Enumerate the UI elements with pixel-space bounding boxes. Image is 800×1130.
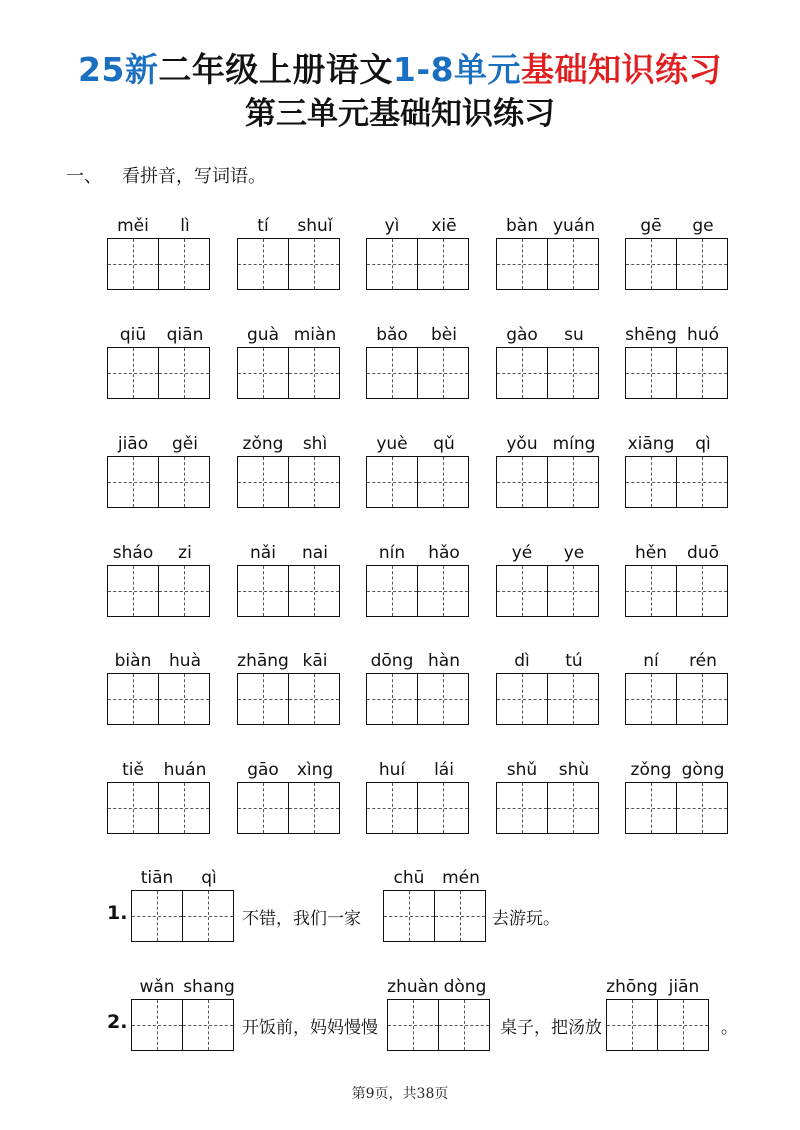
pinyin-syllable: dòng [443, 977, 487, 997]
tianzige-cell[interactable] [158, 238, 210, 290]
tianzige-cell[interactable] [434, 890, 486, 942]
pinyin [366, 651, 470, 673]
writing-boxes [237, 238, 341, 290]
tianzige-cell[interactable] [237, 347, 289, 399]
pinyin [625, 434, 729, 456]
tianzige-cell[interactable] [158, 673, 210, 725]
pinyin-syllable: ge [692, 216, 714, 236]
writing-boxes [625, 347, 729, 399]
tianzige-cell[interactable] [366, 456, 418, 508]
pinyin [387, 977, 491, 999]
writing-boxes [237, 456, 341, 508]
tianzige-cell[interactable] [496, 238, 548, 290]
pinyin [131, 977, 235, 999]
pinyin [107, 543, 211, 565]
pinyin [606, 977, 710, 999]
pinyin [366, 760, 470, 782]
writing-boxes [237, 347, 341, 399]
writing-boxes [496, 782, 600, 834]
writing-boxes [366, 238, 470, 290]
writing-boxes [131, 999, 235, 1051]
pinyin-syllable: huà [169, 651, 201, 671]
tianzige-cell[interactable] [237, 673, 289, 725]
tianzige-cell[interactable] [288, 238, 340, 290]
tianzige-cell[interactable] [676, 456, 728, 508]
pinyin-syllable: nai [302, 543, 328, 563]
pinyin [131, 868, 235, 890]
tianzige-cell[interactable] [547, 565, 599, 617]
tianzige-cell[interactable] [676, 782, 728, 834]
pinyin [237, 760, 341, 782]
tianzige-cell[interactable] [107, 782, 159, 834]
pinyin-syllable: zhuàn [387, 977, 439, 997]
writing-boxes [237, 673, 341, 725]
pinyin [237, 543, 341, 565]
pinyin-syllable: yuè [376, 434, 408, 454]
pinyin-syllable: gòng [681, 760, 725, 780]
tianzige-cell[interactable] [625, 238, 677, 290]
pinyin [237, 434, 341, 456]
pinyin-syllable: huí [378, 760, 406, 780]
tianzige-cell[interactable] [107, 238, 159, 290]
pinyin-syllable: biàn [114, 651, 152, 671]
writing-boxes [237, 565, 341, 617]
pinyin-syllable: zǒng [242, 434, 284, 454]
pinyin-syllable: su [564, 325, 584, 345]
tianzige-cell[interactable] [107, 673, 159, 725]
pinyin-syllable: shang [183, 977, 235, 997]
writing-boxes [383, 890, 487, 942]
pinyin [107, 216, 211, 238]
writing-boxes [387, 999, 491, 1051]
page-footer: 第9页，共38页 [351, 1086, 449, 1102]
pinyin-syllable: shù [558, 760, 590, 780]
writing-boxes [107, 347, 211, 399]
writing-boxes [496, 238, 600, 290]
tianzige-cell[interactable] [547, 238, 599, 290]
tianzige-cell[interactable] [158, 565, 210, 617]
pinyin-syllable: zǒng [630, 760, 672, 780]
pinyin [496, 434, 600, 456]
pinyin-syllable: xìng [296, 760, 334, 780]
writing-boxes [625, 673, 729, 725]
pinyin-syllable: zhāng [237, 651, 289, 671]
tianzige-cell[interactable] [657, 999, 709, 1051]
pinyin-syllable: shuǐ [297, 216, 333, 236]
pinyin-syllable: tiān [140, 868, 174, 888]
tianzige-cell[interactable] [237, 238, 289, 290]
pinyin-syllable: sháo [112, 543, 154, 563]
pinyin-syllable: mén [442, 868, 480, 888]
pinyin [107, 651, 211, 673]
tianzige-cell[interactable] [417, 673, 469, 725]
pinyin-syllable: hǎo [428, 543, 460, 563]
pinyin-syllable: xiē [431, 216, 457, 236]
tianzige-cell[interactable] [182, 890, 234, 942]
pinyin-syllable: dì [514, 651, 530, 671]
sentence-text: 桌子，把汤放 [500, 1018, 602, 1038]
pinyin-syllable: nǎi [250, 543, 276, 563]
writing-boxes [366, 673, 470, 725]
tianzige-cell[interactable] [676, 347, 728, 399]
pinyin-syllable: dōng [370, 651, 414, 671]
tianzige-cell[interactable] [366, 673, 418, 725]
tianzige-cell[interactable] [288, 347, 340, 399]
pinyin-syllable: wǎn [139, 977, 175, 997]
pinyin-syllable: yǒu [506, 434, 538, 454]
writing-boxes [496, 673, 600, 725]
pinyin-syllable: chū [393, 868, 425, 888]
pinyin [496, 651, 600, 673]
pinyin-syllable: qì [201, 868, 217, 888]
pinyin-syllable: guà [247, 325, 279, 345]
writing-boxes [625, 565, 729, 617]
tianzige-cell[interactable] [417, 565, 469, 617]
tianzige-cell[interactable] [496, 673, 548, 725]
sentence-text: 不错，我们一家 [242, 909, 361, 929]
pinyin-syllable: míng [552, 434, 596, 454]
tianzige-cell[interactable] [366, 347, 418, 399]
tianzige-cell[interactable] [237, 782, 289, 834]
writing-boxes [131, 890, 235, 942]
pinyin-syllable: zhōng [606, 977, 658, 997]
pinyin-syllable: lì [180, 216, 190, 236]
writing-boxes [107, 782, 211, 834]
tianzige-cell[interactable] [547, 782, 599, 834]
pinyin-syllable: bèi [431, 325, 457, 345]
pinyin [625, 543, 729, 565]
pinyin-syllable: gāo [247, 760, 279, 780]
writing-boxes [237, 782, 341, 834]
tianzige-cell[interactable] [547, 347, 599, 399]
section-number: 一、 [66, 166, 102, 187]
tianzige-cell[interactable] [496, 347, 548, 399]
tianzige-cell[interactable] [237, 565, 289, 617]
pinyin-syllable: shì [302, 434, 328, 454]
pinyin [107, 434, 211, 456]
writing-boxes [366, 565, 470, 617]
tianzige-cell[interactable] [366, 782, 418, 834]
pinyin [107, 760, 211, 782]
tianzige-cell[interactable] [496, 565, 548, 617]
page-subtitle: 第三单元基础知识练习 [245, 96, 555, 132]
pinyin-syllable: yuán [552, 216, 596, 236]
pinyin-syllable: yì [384, 216, 400, 236]
tianzige-cell[interactable] [625, 347, 677, 399]
pinyin [625, 651, 729, 673]
writing-boxes [366, 456, 470, 508]
pinyin [366, 543, 470, 565]
tianzige-cell[interactable] [158, 347, 210, 399]
tianzige-cell[interactable] [676, 673, 728, 725]
pinyin-syllable: gào [506, 325, 538, 345]
sentence-number: 1. [107, 902, 128, 924]
tianzige-cell[interactable] [383, 890, 435, 942]
pinyin-syllable: qǔ [433, 434, 455, 454]
tianzige-cell[interactable] [606, 999, 658, 1051]
pinyin-syllable: tiě [122, 760, 144, 780]
sentence-text: 。 [721, 1018, 738, 1038]
pinyin-syllable: duō [687, 543, 719, 563]
section-instruction: 看拼音，写词语。 [122, 166, 266, 187]
pinyin-syllable: tú [565, 651, 583, 671]
sentence-number: 2. [107, 1011, 128, 1033]
pinyin [496, 760, 600, 782]
tianzige-cell[interactable] [547, 673, 599, 725]
tianzige-cell[interactable] [182, 999, 234, 1051]
writing-boxes [107, 238, 211, 290]
pinyin [383, 868, 487, 890]
pinyin-syllable: zi [178, 543, 192, 563]
pinyin [625, 325, 729, 347]
tianzige-cell[interactable] [417, 782, 469, 834]
tianzige-cell[interactable] [107, 456, 159, 508]
sentence-text: 去游玩。 [492, 909, 560, 929]
writing-boxes [496, 456, 600, 508]
pinyin [366, 216, 470, 238]
title-part: 基础知识练习 [521, 50, 723, 89]
writing-boxes [625, 238, 729, 290]
pinyin [496, 216, 600, 238]
tianzige-cell[interactable] [625, 565, 677, 617]
tianzige-cell[interactable] [438, 999, 490, 1051]
pinyin-syllable: měi [117, 216, 149, 236]
pinyin-syllable: hàn [428, 651, 460, 671]
writing-boxes [496, 347, 600, 399]
pinyin [237, 216, 341, 238]
pinyin-syllable: gē [640, 216, 662, 236]
writing-boxes [625, 456, 729, 508]
pinyin-syllable: yé [511, 543, 533, 563]
pinyin [107, 325, 211, 347]
pinyin-syllable: jiāo [117, 434, 149, 454]
tianzige-cell[interactable] [131, 999, 183, 1051]
pinyin-syllable: xiāng [627, 434, 675, 454]
pinyin-syllable: jiān [668, 977, 700, 997]
tianzige-cell[interactable] [288, 782, 340, 834]
writing-boxes [606, 999, 710, 1051]
pinyin [366, 325, 470, 347]
tianzige-cell[interactable] [366, 238, 418, 290]
pinyin [496, 325, 600, 347]
pinyin [237, 651, 341, 673]
pinyin-syllable: shǔ [506, 760, 538, 780]
tianzige-cell[interactable] [417, 456, 469, 508]
title-part: 1-8单元 [392, 50, 522, 89]
writing-boxes [107, 673, 211, 725]
title-part: 二年级上册语文 [158, 50, 393, 89]
writing-boxes [107, 565, 211, 617]
tianzige-cell[interactable] [107, 347, 159, 399]
pinyin-syllable: kāi [302, 651, 328, 671]
pinyin-syllable: shēng [625, 325, 677, 345]
pinyin-syllable: rén [689, 651, 717, 671]
pinyin-syllable: gěi [172, 434, 198, 454]
tianzige-cell[interactable] [676, 238, 728, 290]
pinyin [496, 543, 600, 565]
tianzige-cell[interactable] [158, 782, 210, 834]
pinyin [625, 216, 729, 238]
pinyin-syllable: bǎo [376, 325, 408, 345]
tianzige-cell[interactable] [417, 347, 469, 399]
pinyin-syllable: bàn [506, 216, 538, 236]
pinyin-syllable: hěn [634, 543, 667, 563]
pinyin-syllable: huó [687, 325, 719, 345]
tianzige-cell[interactable] [387, 999, 439, 1051]
tianzige-cell[interactable] [107, 565, 159, 617]
title-part: 25新 [77, 50, 159, 89]
tianzige-cell[interactable] [158, 456, 210, 508]
tianzige-cell[interactable] [676, 565, 728, 617]
pinyin-syllable: ye [563, 543, 585, 563]
tianzige-cell[interactable] [288, 565, 340, 617]
pinyin [366, 434, 470, 456]
tianzige-cell[interactable] [417, 238, 469, 290]
pinyin-syllable: qiū [119, 325, 147, 345]
pinyin-syllable: qì [695, 434, 711, 454]
pinyin-syllable: ní [643, 651, 659, 671]
tianzige-cell[interactable] [625, 782, 677, 834]
pinyin-syllable: qiān [166, 325, 204, 345]
tianzige-cell[interactable] [288, 673, 340, 725]
tianzige-cell[interactable] [131, 890, 183, 942]
tianzige-cell[interactable] [496, 782, 548, 834]
tianzige-cell[interactable] [625, 456, 677, 508]
writing-boxes [496, 565, 600, 617]
pinyin-syllable: lái [434, 760, 454, 780]
tianzige-cell[interactable] [625, 673, 677, 725]
writing-boxes [366, 347, 470, 399]
pinyin-syllable: miàn [293, 325, 337, 345]
sentence-text: 开饭前，妈妈慢慢 [242, 1018, 378, 1038]
writing-boxes [366, 782, 470, 834]
tianzige-cell[interactable] [366, 565, 418, 617]
tianzige-cell[interactable] [288, 456, 340, 508]
tianzige-cell[interactable] [496, 456, 548, 508]
pinyin-syllable: huán [163, 760, 207, 780]
tianzige-cell[interactable] [237, 456, 289, 508]
tianzige-cell[interactable] [547, 456, 599, 508]
pinyin [237, 325, 341, 347]
pinyin [625, 760, 729, 782]
writing-boxes [107, 456, 211, 508]
writing-boxes [625, 782, 729, 834]
pinyin-syllable: nín [378, 543, 406, 563]
pinyin-syllable: tí [257, 216, 269, 236]
